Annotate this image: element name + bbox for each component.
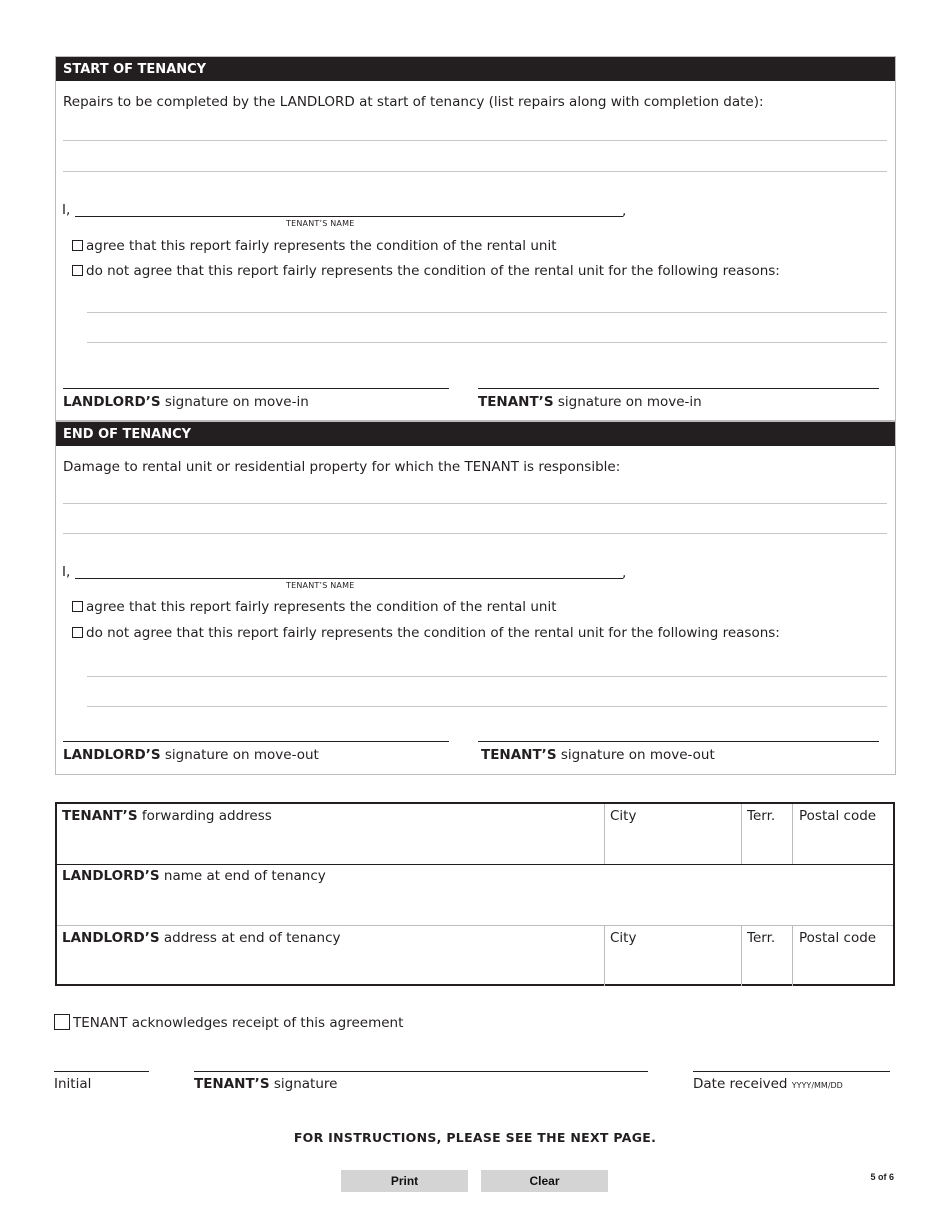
tenant-postal-code-cell[interactable]: Postal code: [799, 808, 877, 824]
forwarding-rest: forwarding address: [137, 808, 272, 824]
disagree-option[interactable]: [72, 263, 780, 279]
tenant-sig-rest: signature on move-in: [553, 394, 702, 410]
landlord-move-out-signature-label: [63, 747, 319, 763]
repairs-line-1[interactable]: [63, 140, 887, 141]
landlord-city-cell[interactable]: City: [610, 930, 637, 946]
row-divider-1: [57, 864, 893, 865]
landlord-name-cell[interactable]: [62, 868, 326, 884]
tenant-name-comma: ,: [622, 203, 627, 219]
instructions-note: FOR INSTRUCTIONS, PLEASE SEE THE NEXT PAGE.: [293, 1130, 657, 1145]
end-agree-checkbox[interactable]: [72, 601, 83, 612]
ack-tenant-rest: signature: [269, 1076, 338, 1092]
tenant-name-field[interactable]: [75, 216, 623, 217]
forwarding-bold: TENANT’S: [62, 808, 138, 824]
end-landlord-bold: LANDLORD’S: [63, 747, 161, 763]
end-tenant-name-caption: TENANT’S NAME: [286, 581, 355, 590]
col-divider-city-3: [604, 926, 605, 986]
repairs-label: Repairs to be completed by the LANDLORD at start of tenancy (list repairs along with completion date):: [63, 94, 764, 110]
end-tenant-bold: TENANT’S: [481, 747, 557, 763]
disagree-text: do not agree that this report fairly represents the condition of the rental unit for the following reasons:: [86, 263, 780, 279]
agree-text: agree that this report fairly represents the condition of the rental unit: [86, 238, 557, 254]
agree-option[interactable]: [72, 238, 557, 254]
tenant-signature-label: [194, 1076, 337, 1092]
landlord-address-rest: address at end of tenancy: [159, 930, 341, 946]
end-landlord-sig-rest: signature on move-out: [160, 747, 319, 763]
end-tenant-sig-rest: signature on move-out: [556, 747, 715, 763]
print-button[interactable]: Print: [341, 1170, 468, 1192]
col-divider-postal-1: [792, 804, 793, 864]
tenant-forwarding-address-cell[interactable]: [62, 808, 272, 824]
landlord-name-bold: LANDLORD’S: [62, 868, 160, 884]
end-tenant-name-comma: ,: [622, 565, 627, 581]
col-divider-postal-3: [792, 926, 793, 986]
clear-button[interactable]: Clear: [481, 1170, 608, 1192]
date-received-text: Date received: [693, 1076, 788, 1092]
address-table: [55, 802, 895, 986]
tenant-name-caption: TENANT’S NAME: [286, 219, 355, 228]
acknowledge-checkbox[interactable]: [54, 1014, 70, 1030]
initial-label: Initial: [54, 1076, 92, 1092]
tenant-city-cell[interactable]: City: [610, 808, 637, 824]
ack-tenant-bold: TENANT’S: [194, 1076, 270, 1092]
page-number: 5 of 6: [870, 1172, 894, 1182]
end-reasons-line-2[interactable]: [87, 706, 887, 707]
tenant-move-in-signature-label: [478, 394, 702, 410]
col-divider-terr-1: [741, 804, 742, 864]
date-received-line[interactable]: [693, 1071, 890, 1072]
acknowledge-option[interactable]: [54, 1014, 403, 1031]
end-disagree-option[interactable]: [72, 625, 780, 641]
landlord-address-cell[interactable]: [62, 930, 341, 946]
landlord-bold: LANDLORD’S: [63, 394, 161, 410]
start-of-tenancy-header: START OF TENANCY: [56, 57, 895, 81]
landlord-address-bold: LANDLORD’S: [62, 930, 160, 946]
reasons-line-2[interactable]: [87, 342, 887, 343]
col-divider-city-1: [604, 804, 605, 864]
landlord-name-rest: name at end of tenancy: [159, 868, 326, 884]
repairs-line-2[interactable]: [63, 171, 887, 172]
end-disagree-text: do not agree that this report fairly represents the condition of the rental unit for the following reasons:: [86, 625, 780, 641]
row-divider-2: [57, 925, 893, 926]
tenant-move-out-signature-line[interactable]: [478, 741, 879, 742]
landlord-move-in-signature-label: [63, 394, 309, 410]
landlord-sig-rest: signature on move-in: [160, 394, 309, 410]
landlord-move-out-signature-line[interactable]: [63, 741, 449, 742]
reasons-line-1[interactable]: [87, 312, 887, 313]
damage-line-1[interactable]: [63, 503, 887, 504]
landlord-terr-cell[interactable]: Terr.: [747, 930, 776, 946]
damage-line-2[interactable]: [63, 533, 887, 534]
date-format-hint: YYYY/MM/DD: [791, 1081, 843, 1090]
end-disagree-checkbox[interactable]: [72, 627, 83, 638]
landlord-move-in-signature-line[interactable]: [63, 388, 449, 389]
end-of-tenancy-header: END OF TENANCY: [56, 422, 895, 446]
tenant-signature-line[interactable]: [194, 1071, 648, 1072]
damage-label: Damage to rental unit or residential property for which the TENANT is responsible:: [63, 459, 621, 475]
end-reasons-line-1[interactable]: [87, 676, 887, 677]
initial-line[interactable]: [54, 1071, 149, 1072]
tenant-bold: TENANT’S: [478, 394, 554, 410]
end-agree-option[interactable]: [72, 599, 557, 615]
tenant-terr-cell[interactable]: Terr.: [747, 808, 776, 824]
end-tenant-name-field[interactable]: [75, 578, 623, 579]
date-received-label: [693, 1076, 843, 1092]
end-tenant-name-prefix: I,: [62, 564, 71, 580]
tenant-move-in-signature-line[interactable]: [478, 388, 879, 389]
agree-checkbox[interactable]: [72, 240, 83, 251]
landlord-postal-code-cell[interactable]: Postal code: [799, 930, 877, 946]
tenant-name-prefix: I,: [62, 202, 71, 218]
col-divider-terr-3: [741, 926, 742, 986]
acknowledge-text: TENANT acknowledges receipt of this agreement: [73, 1015, 404, 1031]
end-agree-text: agree that this report fairly represents the condition of the rental unit: [86, 599, 557, 615]
tenant-move-out-signature-label: [481, 747, 715, 763]
disagree-checkbox[interactable]: [72, 265, 83, 276]
